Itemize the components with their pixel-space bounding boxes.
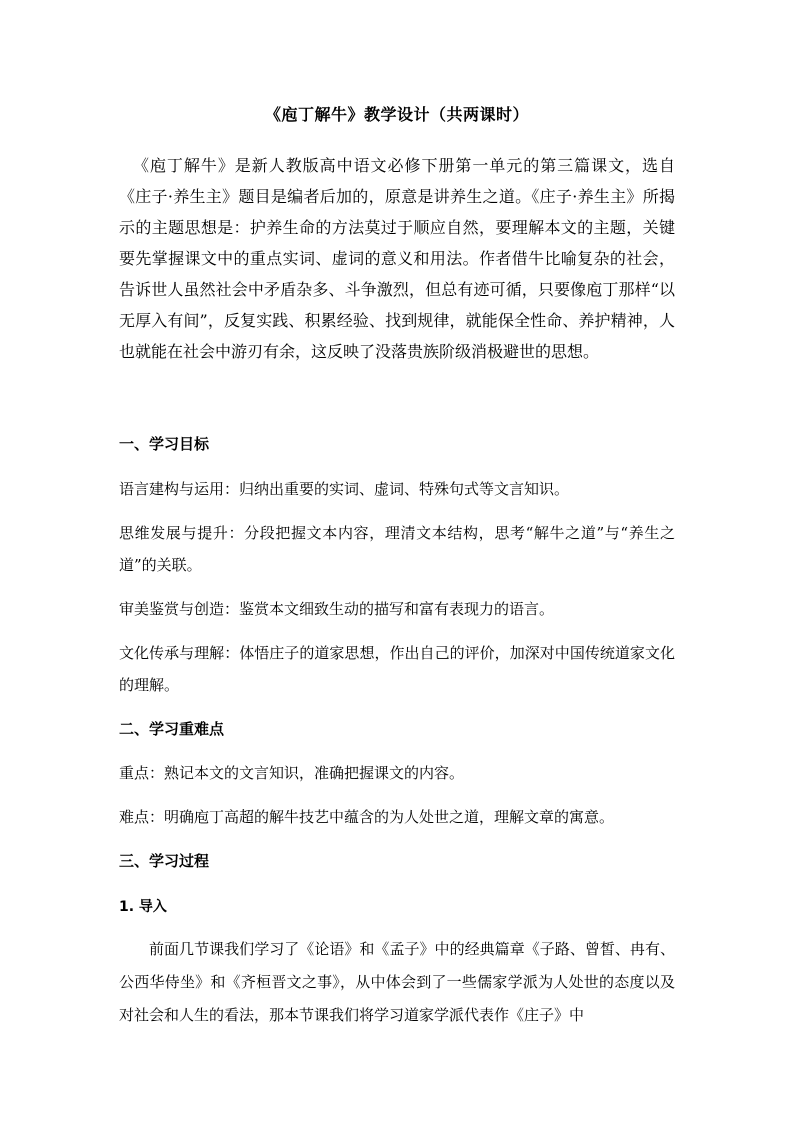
objective-item-culture: 文化传承与理解：体悟庄子的道家思想，作出自己的评价，加深对中国传统道家文化的理解。	[119, 644, 675, 694]
document-title: 《庖丁解牛》教学设计（共两课时）	[264, 105, 529, 124]
key-point-item: 重点：熟记本文的文言知识，准确把握课文的内容。	[119, 764, 465, 782]
objective-item-thinking: 思维发展与提升：分段把握文本内容，理清文本结构，思考“解牛之道”与“养生之道”的关联。	[119, 524, 675, 574]
objective-item-language: 语言建构与运用：归纳出重要的实词、虚词、特殊句式等文言知识。	[119, 480, 570, 498]
section-heading-key-points: 二、学习重难点	[119, 720, 225, 738]
section-heading-objectives: 一、学习目标	[119, 435, 210, 453]
difficult-point-item: 难点：明确庖丁高超的解牛技艺中蕴含的为人处世之道，理解文章的寓意。	[119, 808, 615, 826]
objective-item-aesthetic: 审美鉴赏与创造：鉴赏本文细致生动的描写和富有表现力的语言。	[119, 600, 555, 618]
section-heading-process: 三、学习过程	[119, 852, 210, 870]
intro-paragraph: 《庖丁解牛》是新人教版高中语文必修下册第一单元的第三篇课文，选自《庄子·养生主》题目是编者后加的，原意是讲养生之道。《庄子·养生主》所揭示的主题思想是：护养生命的方法莫过于顺应自然，要理解本文的主题，关键要先掌握课文中的重点实词、虚词的意义和用法。作者借牛比喻复杂的社会，告诉世人虽然社会中矛盾杂多、斗争激烈，但总有迹可循，只要像庖丁那样“以无厚入有间”，反复实践、积累经验、找到规律，就能保全性命、养护精神，人也就能在社会中游刃有余，这反映了没落贵族阶级消极避世的思想。	[119, 156, 675, 361]
subsection-heading-intro: 1. 导入	[119, 899, 167, 915]
intro-lesson-paragraph: 前面几节课我们学习了《论语》和《孟子》中的经典篇章《子路、曾皙、冉有、公西华侍坐》和《齐桓晋文之事》，从中体会到了一些儒家学派为人处世的态度以及对社会和人生的看法，那本节课我们将学习道家学派代表作《庄子》中	[119, 940, 675, 1024]
